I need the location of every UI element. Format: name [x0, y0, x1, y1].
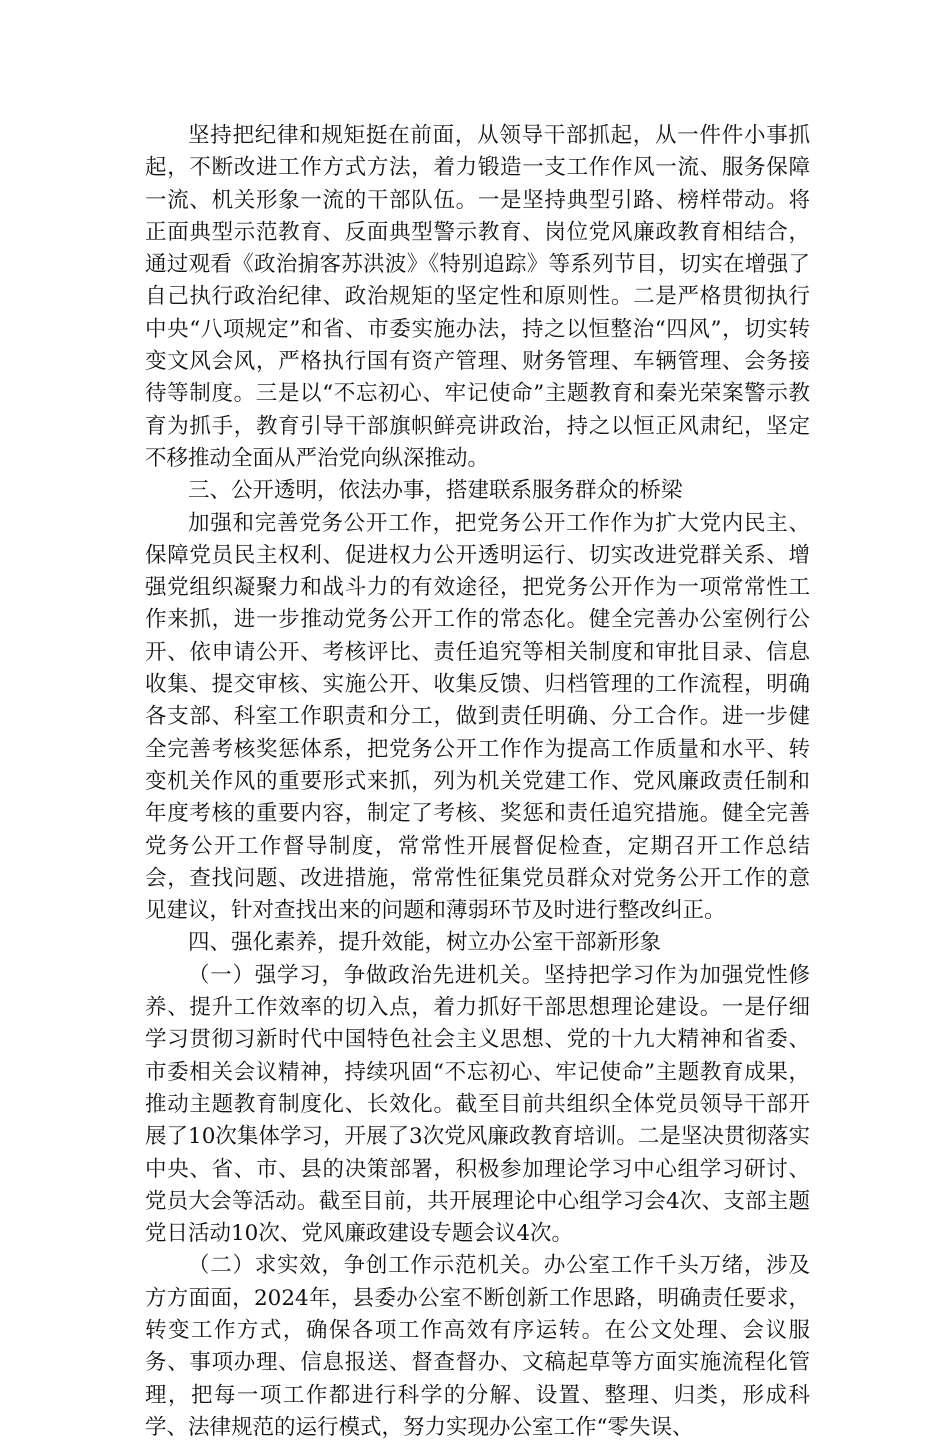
document-page: [145, 120, 810, 1444]
paragraph-discipline: 坚持把纪律和规矩挺在前面，从领导干部抓起，从一件件小事抓起，不断改进工作方式方法，着力锻造一支工作作风一流、服务保障一流、机关形象一流的干部队伍。一是坚持典型引路、榜样带动。将正面典型示范教育、反面典型警示教育、岗位党风廉政教育相结合，通过观看《政治掮客苏洪波》《特别追踪》等系列节目，切实在增强了自己执行政治纪律、政治规矩的坚定性和原则性。二是严格贯彻执行中央“八项规定”和省、市委实施办法，持之以恒整治“四风”，切实转变文风会风，严格执行国有资产管理、财务管理、车辆管理、会务接待等制度。三是以“不忘初心、牢记使命”主题教育和秦光荣案警示教育为抓手，教育引导干部旗帜鲜亮讲政治，持之以恒正风肃纪，坚定不移推动全面从严治党向纵深推动。: [145, 123, 810, 471]
section-heading-4: 四、强化素养，提升效能，树立办公室干部新形象: [188, 930, 662, 956]
section-heading-3: 三、公开透明，依法办事，搭建联系服务群众的桥梁: [188, 478, 683, 504]
paragraph-results: （二）求实效，争创工作示范机关。办公室工作千头万绪，涉及方方面面，2024年，县委办公室不断创新工作思路，明确责任要求，转变工作方式，确保各项工作高效有序运转。在公文处理、会议服务、事项办理、信息报送、督查督办、文稿起草等方面实施流程化管理，把每一项工作都进行科学的分解、设置、整理、归类，形成科学、法律规范的运行模式，努力实现办公室工作“零失误、: [145, 1253, 810, 1440]
paragraph-party-affairs-openness: 加强和完善党务公开工作，把党务公开工作作为扩大党内民主、保障党员民主权利、促进权力公开透明运行、切实改进党群关系、增强党组织凝聚力和战斗力的有效途径，把党务公开作为一项常常性工作来抓，进一步推动党务公开工作的常态化。健全完善办公室例行公开、依申请公开、考核评比、责任追究等相关制度和审批目录、信息收集、提交审核、实施公开、收集反馈、归档管理的工作流程，明确各支部、科室工作职责和分工，做到责任明确、分工合作。进一步健全完善考核奖惩体系，把党务公开工作作为提高工作质量和水平、转变机关作风的重要形式来抓，列为机关党建工作、党风廉政责任制和年度考核的重要内容，制定了考核、奖惩和责任追究措施。健全完善党务公开工作督导制度，常常性开展督促检查，定期召开工作总结会，查找问题、改进措施，常常性征集党员群众对党务公开工作的意见建议，针对查找出来的问题和薄弱环节及时进行整改纠正。: [145, 510, 810, 924]
paragraph-study: （一）强学习，争做政治先进机关。坚持把学习作为加强党性修养、提升工作效率的切入点，着力抓好干部思想理论建设。一是仔细学习贯彻习新时代中国特色社会主义思想、党的十九大精神和省委、市委相关会议精神，持续巩固“不忘初心、牢记使命”主题教育成果，推动主题教育制度化、长效化。截至目前共组织全体党员领导干部开展了10次集体学习，开展了3次党风廉政教育培训。二是坚决贯彻落实中央、省、市、县的决策部署，积极参加理论学习中心组学习研讨、党员大会等活动。截至目前，共开展理论中心组学习会4次、支部主题党日活动10次、党风廉政建设专题会议4次。: [145, 962, 810, 1247]
